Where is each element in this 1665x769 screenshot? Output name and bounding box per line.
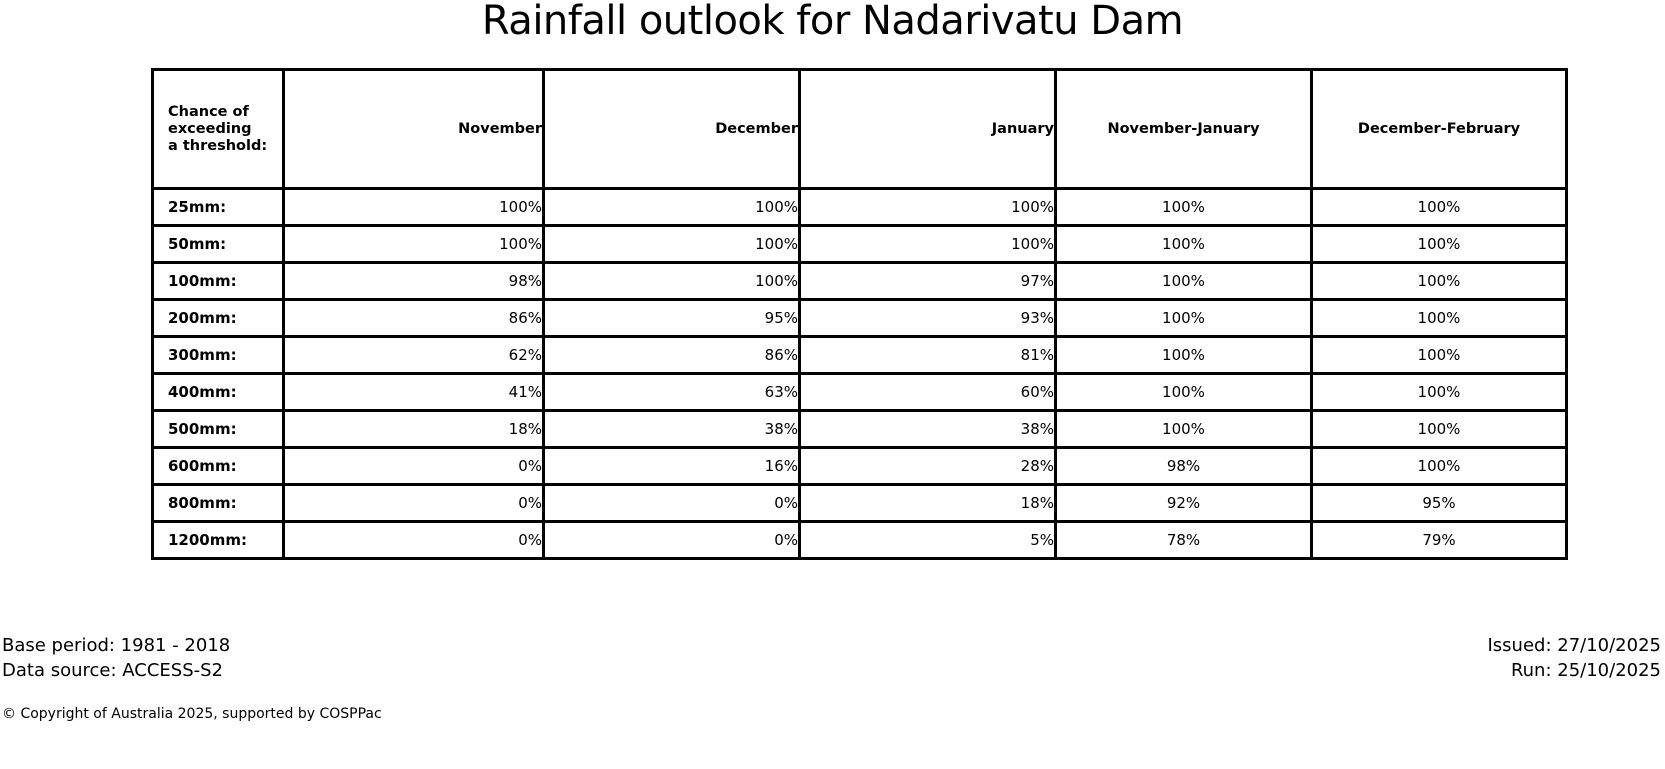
cell-november: 62% [284,337,544,374]
row-header-threshold: 400mm: [153,374,284,411]
cell-december: 16% [544,448,800,485]
cell-december-february: 100% [1312,300,1567,337]
cell-november: 100% [284,226,544,263]
cell-november-january: 98% [1056,448,1312,485]
data-source-text: Data source: ACCESS-S2 [2,660,223,681]
cell-december: 100% [544,226,800,263]
cell-november: 41% [284,374,544,411]
table-body [153,189,1567,559]
cell-november: 0% [284,448,544,485]
cell-january: 100% [800,189,1056,226]
cell-november-january: 78% [1056,522,1312,559]
cell-january: 60% [800,374,1056,411]
row-header-threshold: 1200mm: [153,522,284,559]
cell-november: 0% [284,485,544,522]
table-row [153,485,1567,522]
cell-december-february: 100% [1312,189,1567,226]
cell-january: 28% [800,448,1056,485]
cell-january: 81% [800,337,1056,374]
cell-december-february: 100% [1312,411,1567,448]
cell-january: 93% [800,300,1056,337]
cell-december: 0% [544,522,800,559]
corner-line-2: exceeding [168,120,252,137]
table-row [153,189,1567,226]
table-corner-header [153,70,284,189]
table-row [153,374,1567,411]
table-header-row [153,70,1567,189]
corner-line-3: a threshold: [168,137,268,154]
column-header-november-january: November-January [1056,70,1312,189]
column-header-december: December [544,70,800,189]
cell-january: 38% [800,411,1056,448]
cell-november-january: 92% [1056,485,1312,522]
cell-december: 100% [544,189,800,226]
cell-november: 0% [284,522,544,559]
cell-november: 100% [284,189,544,226]
table-row [153,263,1567,300]
table-row [153,522,1567,559]
cell-december-february: 100% [1312,448,1567,485]
cell-december-february: 100% [1312,337,1567,374]
cell-november-january: 100% [1056,411,1312,448]
cell-november-january: 100% [1056,263,1312,300]
column-header-december-february: December-February [1312,70,1567,189]
row-header-threshold: 500mm: [153,411,284,448]
issued-date-text: Issued: 27/10/2025 [1487,635,1661,656]
table-row [153,411,1567,448]
base-period-text: Base period: 1981 - 2018 [2,635,231,656]
row-header-threshold: 300mm: [153,337,284,374]
cell-january: 5% [800,522,1056,559]
row-header-threshold: 600mm: [153,448,284,485]
copyright-text: © Copyright of Australia 2025, supported by COSPPac [2,706,382,722]
page-title: Rainfall outlook for Nadarivatu Dam [481,0,1184,44]
row-header-threshold: 200mm: [153,300,284,337]
row-header-threshold: 50mm: [153,226,284,263]
row-header-threshold: 100mm: [153,263,284,300]
table-row [153,337,1567,374]
cell-december: 100% [544,263,800,300]
cell-december: 63% [544,374,800,411]
table-row [153,300,1567,337]
cell-december: 0% [544,485,800,522]
cell-january: 100% [800,226,1056,263]
cell-november: 98% [284,263,544,300]
cell-november-january: 100% [1056,337,1312,374]
outlook-table-container [151,68,1565,560]
cell-december: 95% [544,300,800,337]
row-header-threshold: 800mm: [153,485,284,522]
row-header-threshold: 25mm: [153,189,284,226]
cell-january: 97% [800,263,1056,300]
column-header-november: November [284,70,544,189]
corner-line-1: Chance of [168,103,249,120]
cell-november-january: 100% [1056,374,1312,411]
rainfall-outlook-table [151,68,1568,560]
table-row [153,448,1567,485]
cell-november-january: 100% [1056,300,1312,337]
cell-december-february: 100% [1312,226,1567,263]
cell-january: 18% [800,485,1056,522]
cell-november: 18% [284,411,544,448]
cell-december: 86% [544,337,800,374]
cell-december-february: 79% [1312,522,1567,559]
cell-november: 86% [284,300,544,337]
table-row [153,226,1567,263]
column-header-january: January [800,70,1056,189]
footer-right-block [1487,633,1661,683]
cell-december: 38% [544,411,800,448]
cell-december-february: 100% [1312,263,1567,300]
cell-november-january: 100% [1056,189,1312,226]
run-date-text: Run: 25/10/2025 [1510,660,1661,681]
cell-november-january: 100% [1056,226,1312,263]
footer-left-block [2,633,230,683]
cell-december-february: 100% [1312,374,1567,411]
table-header [153,70,1567,189]
cell-december-february: 95% [1312,485,1567,522]
